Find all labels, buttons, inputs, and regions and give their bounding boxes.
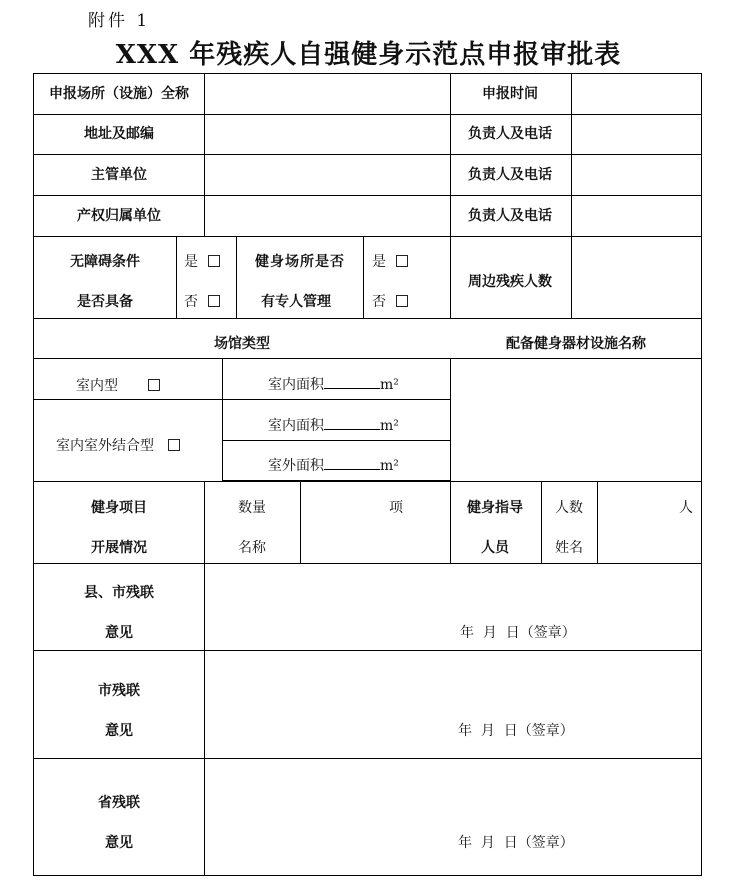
- person-unit: 人: [679, 500, 693, 516]
- checkbox[interactable]: [396, 295, 408, 307]
- indoor-outdoor-type-option[interactable]: [56, 438, 180, 454]
- contact-label-3: 负责人及电话: [468, 208, 552, 224]
- barrier-free-yes-option[interactable]: [184, 254, 220, 270]
- checkbox[interactable]: [168, 439, 180, 451]
- instructor-label-line2: 人员: [481, 540, 509, 556]
- checkbox[interactable]: [396, 255, 408, 267]
- indoor-type-label: 室内型: [76, 378, 118, 394]
- staff-management-yes-option[interactable]: [372, 254, 408, 270]
- yes-label: 是: [184, 254, 198, 270]
- staff-management-label-line2: 有专人管理: [261, 294, 331, 310]
- checkbox[interactable]: [208, 295, 220, 307]
- city-opinion-label-line2: 意见: [105, 723, 133, 739]
- supervisor-label: 主管单位: [91, 167, 147, 183]
- instructor-count-label: 人数: [555, 500, 583, 516]
- checkbox[interactable]: [208, 255, 220, 267]
- address-label: 地址及邮编: [84, 126, 154, 142]
- property-owner-label: 产权归属单位: [77, 208, 161, 224]
- staff-management-no-option[interactable]: [372, 294, 408, 310]
- outdoor-area-field[interactable]: [268, 457, 399, 474]
- city-opinion-label-line1: 市残联: [98, 683, 140, 699]
- no-label: 否: [372, 294, 386, 310]
- province-opinion-label-line2: 意见: [105, 835, 133, 851]
- indoor-area-label: 室内面积: [268, 418, 324, 434]
- staff-management-label-line1: 健身场所是否: [255, 254, 345, 270]
- area-unit: m²: [380, 458, 399, 474]
- contact-label-2: 负责人及电话: [468, 167, 552, 183]
- area-unit: m²: [380, 418, 399, 434]
- county-sign-date: 年 月 日（签章）: [460, 625, 576, 641]
- yes-label: 是: [372, 254, 386, 270]
- area-unit: m²: [380, 377, 399, 393]
- indoor-type-option[interactable]: [76, 378, 160, 394]
- county-opinion-label-line1: 县、市残联: [84, 585, 154, 601]
- contact-label-1: 负责人及电话: [468, 126, 552, 142]
- venue-type-label: 场馆类型: [214, 336, 270, 352]
- barrier-free-label-line1: 无障碍条件: [70, 254, 140, 270]
- name-label: 名称: [238, 540, 266, 556]
- nearby-disabled-count-label: 周边残疾人数: [468, 274, 552, 290]
- equipment-label: 配备健身器材设施名称: [506, 336, 646, 352]
- venue-name-label: 申报场所（设施）全称: [49, 86, 189, 102]
- barrier-free-no-option[interactable]: [184, 294, 220, 310]
- quantity-label: 数量: [238, 500, 266, 516]
- fitness-items-label-line2: 开展情况: [91, 540, 147, 556]
- no-label: 否: [184, 294, 198, 310]
- blank-line: [324, 376, 380, 389]
- fitness-items-label-line1: 健身项目: [91, 500, 147, 516]
- checkbox[interactable]: [148, 379, 160, 391]
- indoor-area-field-1[interactable]: [268, 376, 399, 393]
- outdoor-area-label: 室外面积: [268, 458, 324, 474]
- form-title: XXX 年残疾人自强健身示范点申报审批表: [115, 40, 622, 70]
- instructor-label-line1: 健身指导: [467, 500, 523, 516]
- barrier-free-label-line2: 是否具备: [77, 294, 133, 310]
- city-sign-date: 年 月 日（签章）: [458, 723, 574, 739]
- item-unit: 项: [389, 500, 403, 516]
- indoor-area-label: 室内面积: [268, 377, 324, 393]
- indoor-area-field-2[interactable]: [268, 417, 399, 434]
- report-time-label: 申报时间: [482, 86, 538, 102]
- county-opinion-label-line2: 意见: [105, 625, 133, 641]
- blank-line: [324, 457, 380, 470]
- indoor-outdoor-type-label: 室内室外结合型: [56, 438, 154, 454]
- province-opinion-label-line1: 省残联: [98, 795, 140, 811]
- province-sign-date: 年 月 日（签章）: [458, 835, 574, 851]
- blank-line: [324, 417, 380, 430]
- attachment-label: 附件 1: [88, 11, 151, 31]
- instructor-name-label: 姓名: [555, 540, 583, 556]
- application-form-table: [33, 73, 702, 876]
